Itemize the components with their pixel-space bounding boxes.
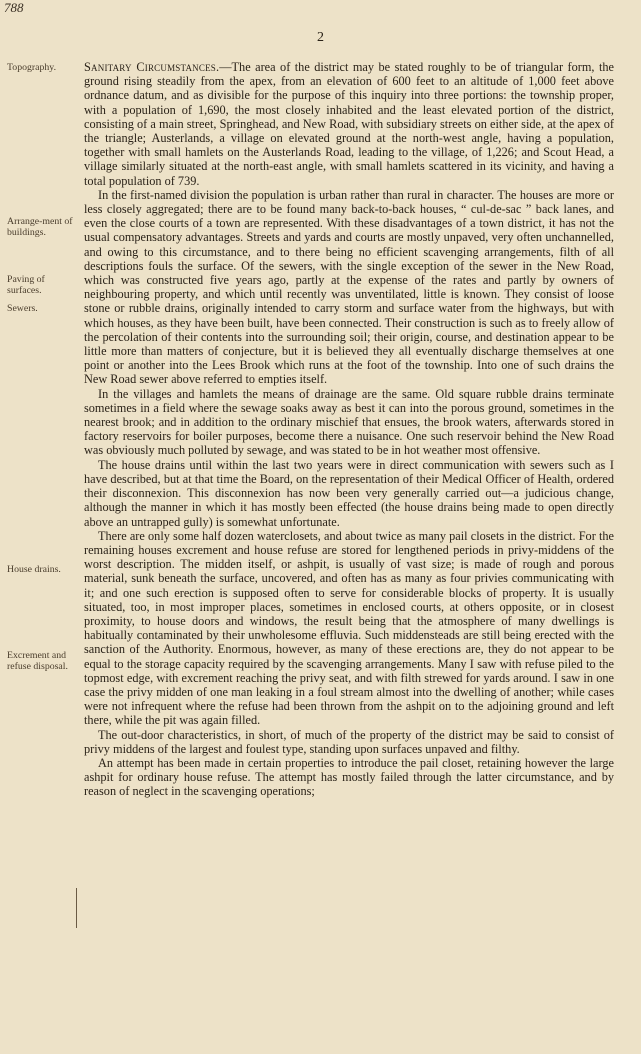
margin-note-buildings: Arrange-ment of buildings. xyxy=(7,216,73,238)
paragraph: The out-door characteristics, in short, of much of the property of the district may be said to consist of privy middens of the largest and foulest type, standing upon surfaces unpaved and filthy. xyxy=(84,727,614,756)
paragraph: The house drains until within the last two years were in direct communication with sewers such as I have described, but at that time the Board, on the representation of their Medical Officer of Health, ordered their disconnexion. This disconnexion has now been very generally carried out—a judicious change, although the manner in which it has mostly been effected (the house drains being made to open directly above an untrapped gully) is somewhat unfortunate. xyxy=(84,457,614,529)
folio-number: 788 xyxy=(4,0,24,15)
paragraph: In the villages and hamlets the means of drainage are the same. Old square rubble drains terminate sometimes in a field where the sewage soaks away as best it can into the porous ground, sometimes in the nearest brook; and in addition to the ordinary mischief that ensues, the brook waters, afterwards stored in factory reservoirs for boiler purposes, become there a nuisance. One such reservoir behind the New Road was obviously much polluted by sewage, and was stated to be in hot weather most offensive. xyxy=(84,386,614,458)
margin-note-house-drains: House drains. xyxy=(7,564,61,575)
paragraph: In the first-named division the population is urban rather than rural in character. The houses are more or less closely aggregated; there are to be found many back-to-back houses, “ cul-de-sac ” back lanes, and even the close courts of a town are represented. With these disadvantages of a town district, it has not the usual compensatory advantages. Streets and yards and courts are mostly unpaved, very often unchannelled, and owing to this circumstance, and to there being no efficient scavenging arrangements, filth of all descriptions fouls the surface. Of the sewers, with the single exception of the sewer in the New Road, which was constructed five years ago, partly at the expense of the rates and partly by owners of neighbouring property, and which until recently was unventilated, little is known. They consist of loose stone or rubble drains, originally intended to carry storm and surface water from the highways, but with which houses, as they have been built, have been connected. Their construction is such as to freely allow of the percolation of their contents into the surrounding soil; their origin, course, and destination appear to be little more than matters of conjecture, but it is believed they all eventually discharge themselves at one point or another into the Lees Brook which runs at the foot of the township. Into one of such drains the New Road sewer above referred to empties itself. xyxy=(84,187,614,387)
paragraph: An attempt has been made in certain properties to introduce the pail closet, retaining however the large ashpit for ordinary house refuse. The attempt has mostly failed through the latter circumstance, and by reason of neglect in the scavenging operations; xyxy=(84,755,614,799)
paragraph xyxy=(84,60,614,188)
margin-note-topography: Topography. xyxy=(7,62,57,73)
margin-note-paving: Paving of surfaces. xyxy=(7,274,45,296)
margin-rule xyxy=(76,888,77,928)
section-heading: Sanitary Circumstances. xyxy=(84,60,220,74)
page-number: 2 xyxy=(317,30,324,45)
margin-note-excrement: Excrement and refuse disposal. xyxy=(7,650,68,672)
body-text xyxy=(84,60,614,799)
paragraph: There are only some half dozen waterclosets, and about twice as many pail closets in the district. For the remaining houses excrement and house refuse are stored for lengthened periods in privy-middens of the worst description. The midden itself, or ashpit, is usually of vast size; is made of rough and porous material, sunk beneath the surface, uncovered, and often has as many as four privies communicating with it; and one such erection is supposed often to serve for considerable blocks of property. It is usually situated, too, in most improper places, sometimes in enclosed courts, at others opposite, or in closest proximity, to house doors and windows, the result being that the atmosphere of many dwellings is habitually contaminated by their unwholesome effluvia. Such middensteads are still being erected with the sanction of the Authority. Enormous, however, as many of these erections are, they do not appear to be equal to the storage capacity required by the scavenging arrangements. Many I saw with refuse piled to the topmost edge, with excrement reaching the privy seat, and with filth strewed for yards around. I saw in one case the privy midden of one man leaking in a foul stream almost into the dwelling of another; while cases were not infrequent where the refuse had been thrown from the ashpit on to the adjoining ground and left there, while the pit was again filled. xyxy=(84,528,614,728)
paragraph-text: —The area of the district may be stated roughly to be of triangular form, the ground rising steadily from the apex, from an elevation of 600 feet to an altitude of 1,000 feet above ordnance datum, and as divisible for the purpose of this inquiry into three portions: the township proper, with a population of 1,690, the most closely inhabited and the least elevated portion of the district, consisting of a main street, Springhead, and New Road, with subsidiary streets on either side, at the apex of the triangle; Austerlands, a village on elevated ground at the north-west angle, having a population, together with small hamlets on the Austerlands Road, leading to the village, of 1,226; and Scout Head, a village similarly situated at the north-east angle, with small hamlets scattered in its vicinity, and having a total population of 739. xyxy=(84,60,614,188)
margin-note-sewers: Sewers. xyxy=(7,303,38,314)
